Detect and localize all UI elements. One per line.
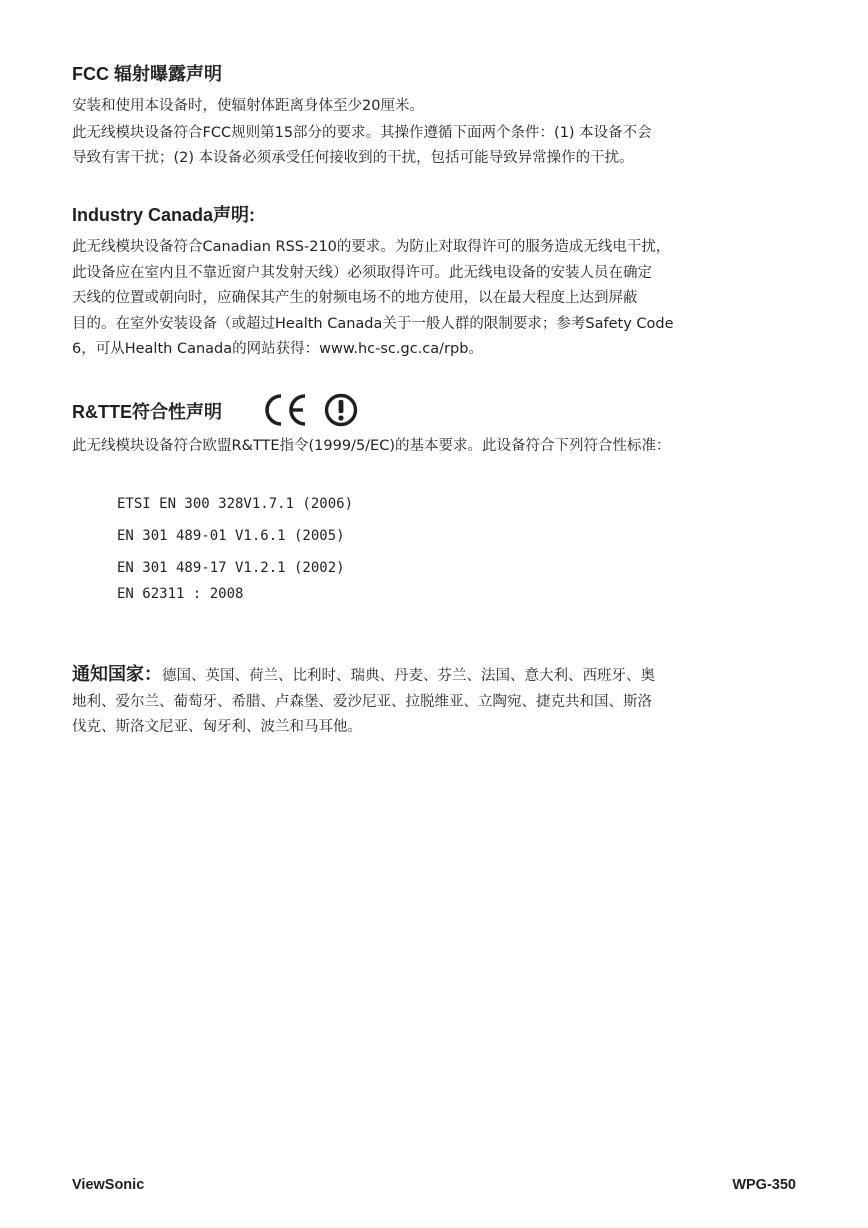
countries-paragraph xyxy=(72,662,802,741)
canada-paragraph xyxy=(72,235,802,363)
fcc-heading: FCC 辐射曝露声明 xyxy=(72,64,222,84)
rtte-heading: R&TTE符合性声明 xyxy=(72,402,222,422)
standard-2: EN 301 489-01 V1.6.1 (2005) xyxy=(117,528,345,544)
canada-line-3: 天线的位置或朝向时，应确保其产生的射频电场不的地方使用，以在最大程度上达到屏蔽 xyxy=(72,290,638,306)
countries-line-3: 伐克、斯洛文尼亚、匈牙利、波兰和马耳他。 xyxy=(72,719,362,735)
countries-list-1: 德国、英国、荷兰、比利时、瑞典、丹麦、芬兰、法国、意大利、西班牙、奥 xyxy=(162,668,655,684)
countries-label: 通知国家： xyxy=(72,664,162,684)
canada-line-5: 6，可从Health Canada的网站获得：www.hc-sc.gc.ca/rpb。 xyxy=(72,341,483,357)
fcc-line-1: 安装和使用本设备时，使辐射体距离身体至少20厘米。 xyxy=(72,98,424,114)
fcc-line-2: 此无线模块设备符合FCC规则第15部分的要求。其操作遵循下面两个条件：(1) 本设备不会 xyxy=(72,124,652,141)
canada-line-1: 此无线模块设备符合Canadian RSS-210的要求。为防止对取得许可的服务造成无线电干扰， xyxy=(72,239,671,255)
canada-heading: Industry Canada声明: xyxy=(72,205,256,225)
countries-line-2: 地利、爱尔兰、葡萄牙、希腊、卢森堡、爱沙尼亚、拉脱维亚、立陶宛、捷克共和国、斯洛 xyxy=(72,693,652,710)
standard-1: ETSI EN 300 328V1.7.1 (2006) xyxy=(117,496,354,512)
footer-brand: ViewSonic xyxy=(72,1177,145,1193)
canada-line-2: 此设备应在室内且不靠近窗户其发射天线）必须取得许可。此无线电设备的安装人员在确定 xyxy=(72,264,652,281)
standard-3: EN 301 489-17 V1.2.1 (2002) xyxy=(117,560,345,576)
fcc-paragraph xyxy=(72,94,802,172)
standard-4: EN 62311 : 2008 xyxy=(117,586,244,602)
canada-line-4: 目的。在室外安装设备（或超过Health Canada关于一般人群的限制要求；参考Safety Code xyxy=(72,315,674,332)
fcc-line-3: 导致有害干扰；(2) 本设备必须承受任何接收到的干扰，包括可能导致异常操作的干扰。 xyxy=(72,150,634,166)
footer-model: WPG-350 xyxy=(732,1177,796,1193)
rtte-paragraph: 此无线模块设备符合欧盟R&TTE指令(1999/5/EC)的基本要求。此设备符合下列符合性标准： xyxy=(72,438,671,454)
ce-alert-mark-icon xyxy=(263,393,359,427)
countries-line-1 xyxy=(72,662,802,690)
